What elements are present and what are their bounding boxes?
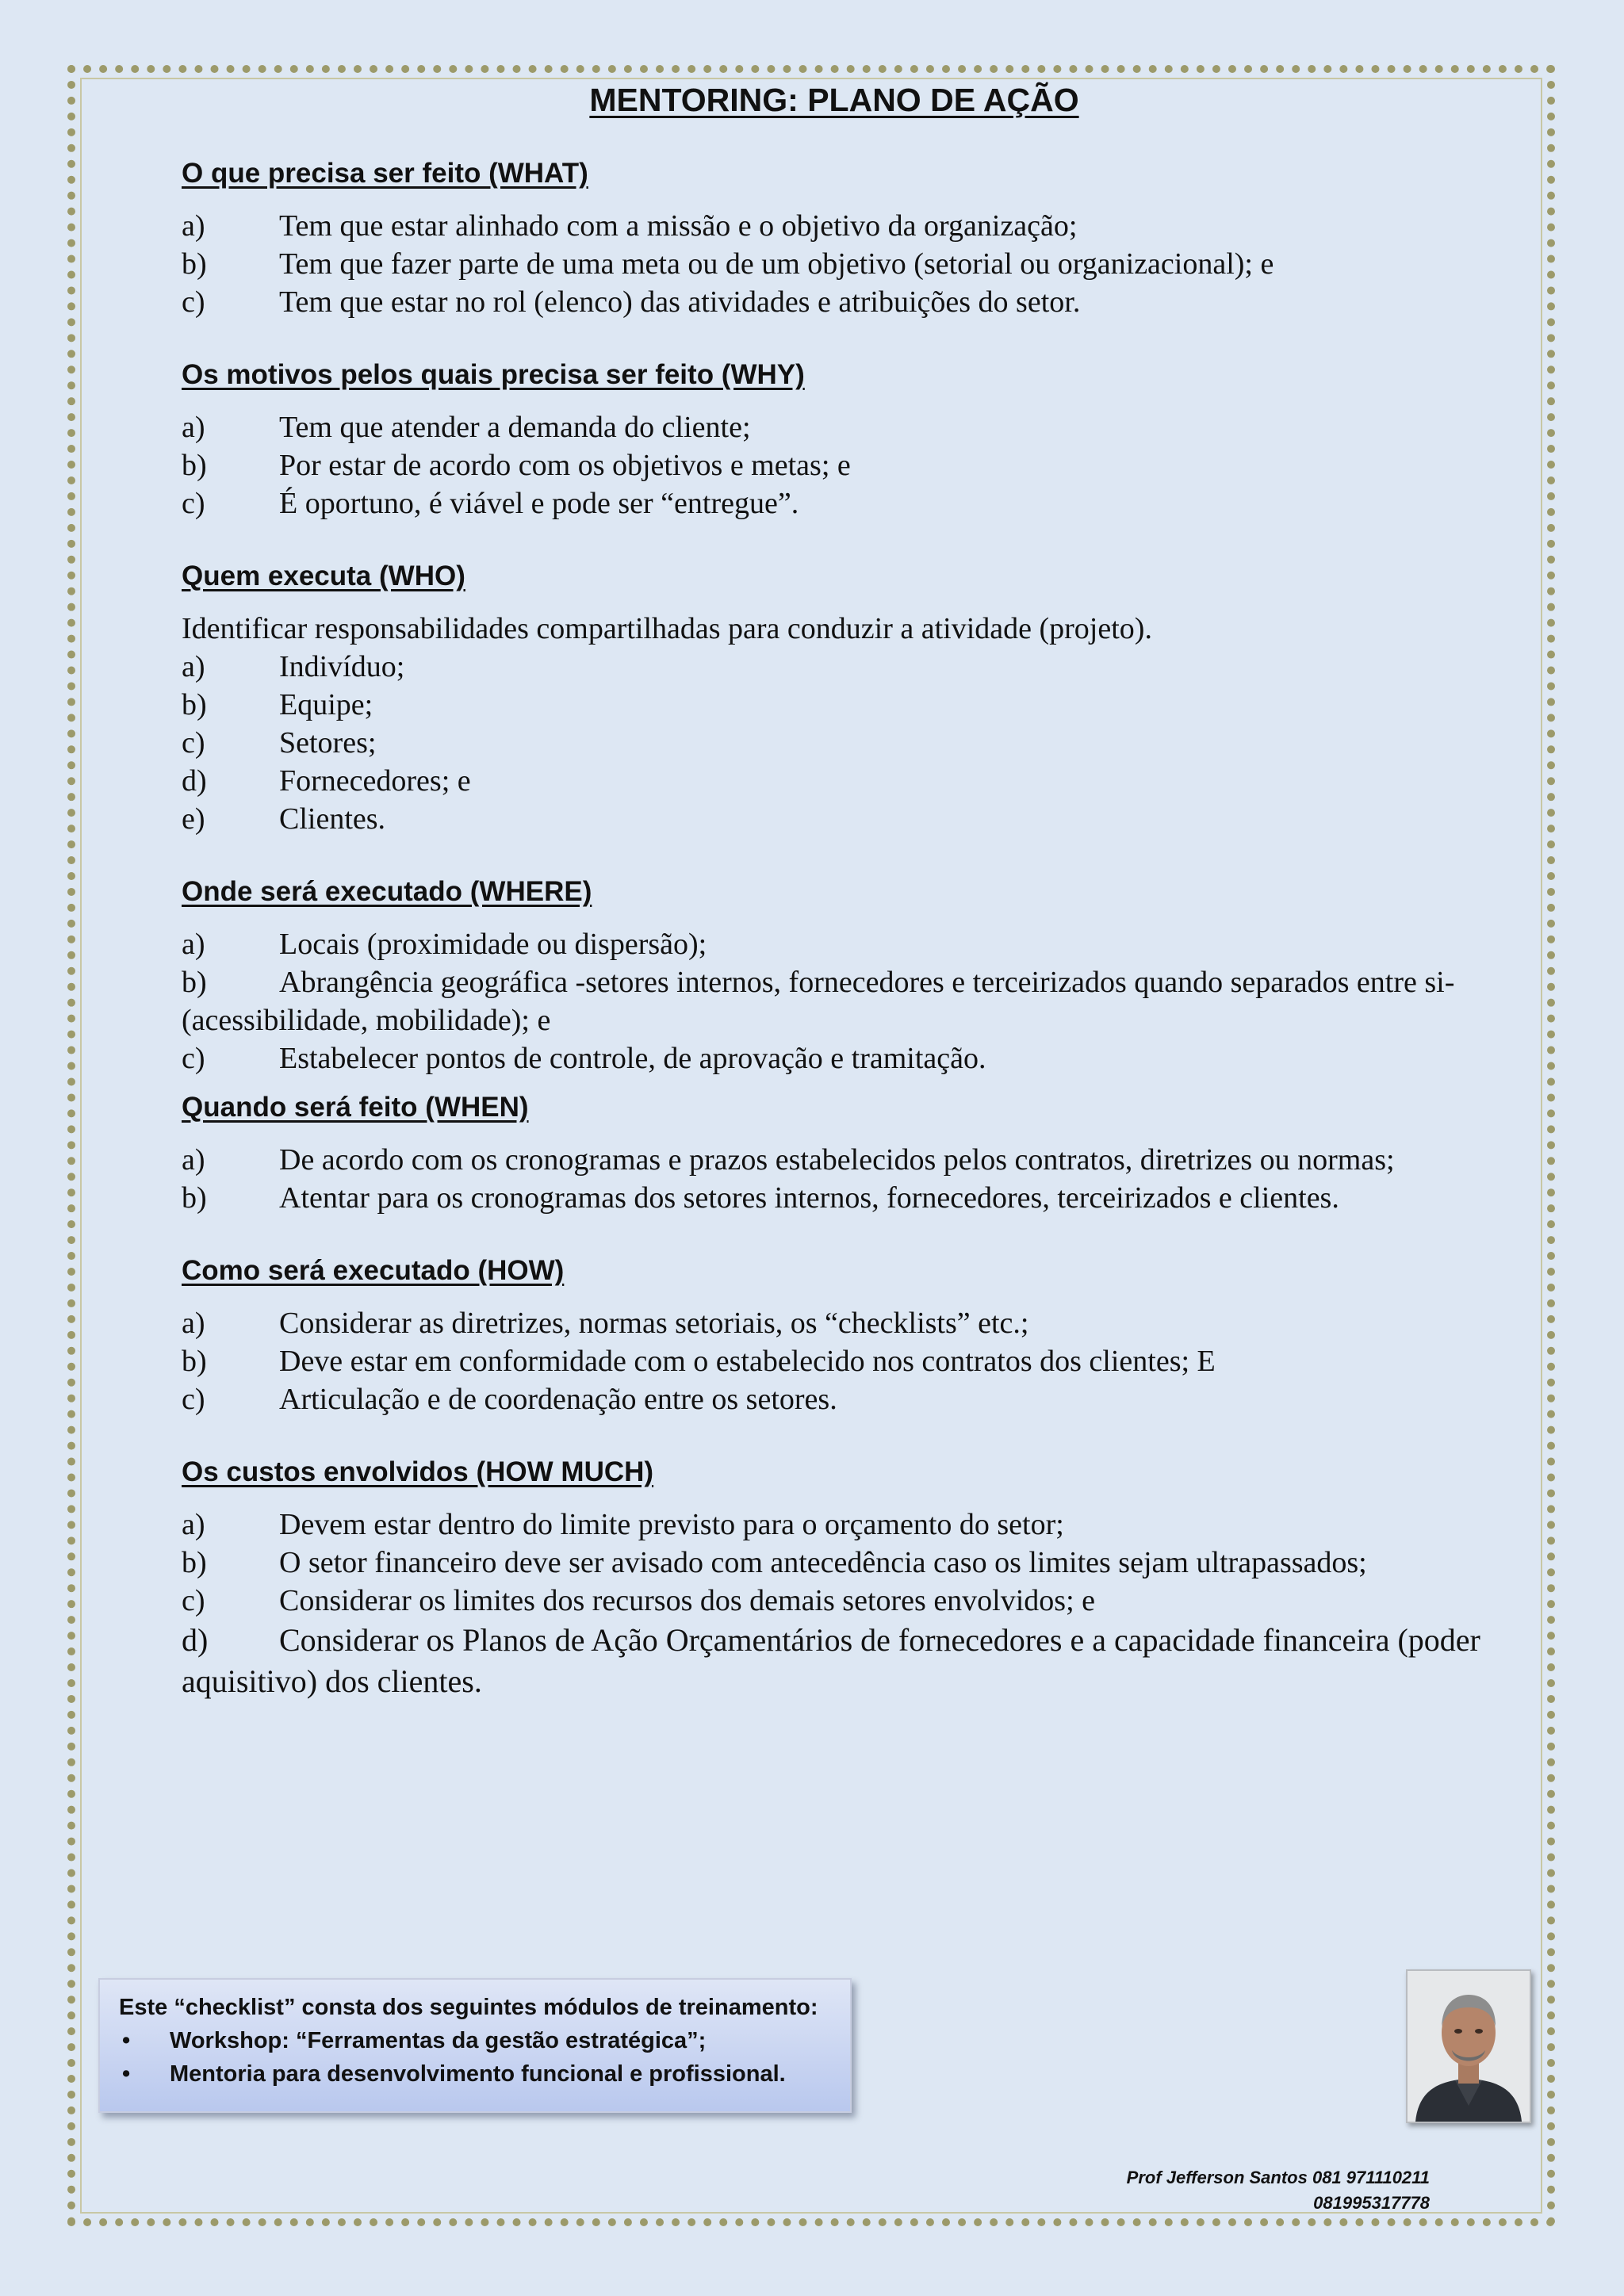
item-text: O setor financeiro deve ser avisado com antecedência caso os limites sejam ultrapassados; bbox=[279, 1546, 1367, 1579]
item-text: Equipe; bbox=[279, 688, 373, 721]
item-letter: d) bbox=[182, 1622, 209, 1658]
item-text: Devem estar dentro do limite previsto para o orçamento do setor; bbox=[279, 1508, 1064, 1541]
bullet-icon: • bbox=[122, 2028, 131, 2053]
section-how bbox=[182, 1252, 1482, 1418]
section-heading: O que precisa ser feito (WHAT) bbox=[182, 158, 588, 189]
item-text: De acordo com os cronogramas e prazos estabelecidos pelos contratos, diretrizes ou normas; bbox=[279, 1143, 1395, 1177]
module-item bbox=[119, 2024, 834, 2057]
contact-footer bbox=[1127, 2165, 1430, 2216]
item-letter: b) bbox=[182, 1546, 207, 1579]
item-text: Estabelecer pontos de controle, de aprovação e tramitação. bbox=[279, 1042, 986, 1075]
item-letter: a) bbox=[182, 1307, 205, 1340]
item-text: Articulação e de coordenação entre os setores. bbox=[279, 1383, 837, 1416]
list-item bbox=[182, 1304, 1482, 1342]
item-text: Locais (proximidade ou dispersão); bbox=[279, 928, 707, 961]
item-letter: b) bbox=[182, 449, 207, 482]
section-intro: Identificar responsabilidades compartilhadas para conduzir a atividade (projeto). bbox=[182, 612, 1152, 645]
section-heading: Como será executado (HOW) bbox=[182, 1255, 565, 1286]
item-letter: c) bbox=[182, 1383, 205, 1416]
item-text: Abrangência geográfica -setores internos, fornecedores e terceirizados quando separados entre si- (acessibilidade, mobilidade); e bbox=[182, 966, 1455, 1037]
section-heading: Os custos envolvidos (HOW MUCH) bbox=[182, 1456, 654, 1487]
document-body bbox=[182, 155, 1482, 1737]
list-item bbox=[182, 800, 1482, 838]
list-item bbox=[182, 1506, 1482, 1544]
section-heading: Quando será feito (WHEN) bbox=[182, 1092, 529, 1123]
list-item bbox=[182, 1380, 1482, 1418]
contact-phone: 081995317778 bbox=[1313, 2193, 1430, 2213]
item-letter: a) bbox=[182, 411, 205, 444]
item-letter: b) bbox=[182, 688, 207, 721]
item-letter: b) bbox=[182, 1181, 207, 1215]
item-letter: b) bbox=[182, 1345, 207, 1378]
item-letter: c) bbox=[182, 1584, 205, 1617]
item-text: Considerar os limites dos recursos dos demais setores envolvidos; e bbox=[279, 1584, 1096, 1617]
author-photo bbox=[1406, 1969, 1531, 2123]
list-item bbox=[182, 648, 1482, 686]
item-text: Tem que atender a demanda do cliente; bbox=[279, 411, 751, 444]
item-letter: c) bbox=[182, 487, 205, 520]
contact-line: Prof Jefferson Santos 081 971110211 bbox=[1126, 2168, 1430, 2187]
item-text: Setores; bbox=[279, 726, 377, 760]
item-letter: c) bbox=[182, 1042, 205, 1075]
module-text: Workshop: “Ferramentas da gestão estratégica”; bbox=[170, 2028, 707, 2053]
list-item bbox=[182, 484, 1482, 522]
section-heading: Os motivos pelos quais precisa ser feito (WHY) bbox=[182, 359, 805, 390]
bullet-icon: • bbox=[122, 2061, 131, 2087]
item-text: Atentar para os cronogramas dos setores internos, fornecedores, terceirizados e clientes. bbox=[279, 1181, 1339, 1215]
list-item bbox=[182, 283, 1482, 321]
item-text: Fornecedores; e bbox=[279, 764, 471, 798]
item-letter: b) bbox=[182, 966, 207, 999]
item-text: Indivíduo; bbox=[279, 650, 405, 683]
list-item bbox=[182, 1544, 1482, 1582]
item-text: Por estar de acordo com os objetivos e metas; e bbox=[279, 449, 851, 482]
list-item bbox=[182, 925, 1482, 963]
list-item bbox=[182, 1582, 1482, 1620]
section-when bbox=[182, 1089, 1482, 1217]
item-text: Tem que estar no rol (elenco) das atividades e atribuições do setor. bbox=[279, 285, 1081, 319]
list-item bbox=[182, 762, 1482, 800]
item-text: Deve estar em conformidade com o estabelecido nos contratos dos clientes; E bbox=[279, 1345, 1216, 1378]
list-item bbox=[182, 1141, 1482, 1179]
list-item bbox=[182, 408, 1482, 446]
item-text: Tem que estar alinhado com a missão e o objetivo da organização; bbox=[279, 209, 1078, 243]
item-letter: a) bbox=[182, 1508, 205, 1541]
section-why bbox=[182, 356, 1482, 522]
list-item bbox=[182, 724, 1482, 762]
list-item bbox=[182, 245, 1482, 283]
training-modules-box bbox=[98, 1978, 852, 2113]
item-letter: d) bbox=[182, 764, 207, 798]
section-what bbox=[182, 155, 1482, 321]
item-letter: a) bbox=[182, 650, 205, 683]
list-item bbox=[182, 1039, 1482, 1077]
item-letter: c) bbox=[182, 726, 205, 760]
list-item bbox=[182, 446, 1482, 484]
list-item bbox=[182, 686, 1482, 724]
module-item bbox=[119, 2057, 834, 2091]
section-heading: Quem executa (WHO) bbox=[182, 561, 465, 591]
list-item bbox=[182, 1620, 1482, 1702]
item-letter: c) bbox=[182, 285, 205, 319]
item-text: Tem que fazer parte de uma meta ou de um objetivo (setorial ou organizacional); e bbox=[279, 247, 1274, 281]
list-item bbox=[182, 1342, 1482, 1380]
list-item bbox=[182, 963, 1482, 1039]
item-text: Considerar as diretrizes, normas setoriais, os “checklists” etc.; bbox=[279, 1307, 1029, 1340]
section-who bbox=[182, 557, 1482, 838]
item-text: Considerar os Planos de Ação Orçamentários de fornecedores e a capacidade financeira (poder aquisitivo) dos clientes. bbox=[182, 1622, 1480, 1699]
portrait-image bbox=[1408, 1971, 1530, 2122]
item-text: É oportuno, é viável e pode ser “entregue”. bbox=[279, 487, 799, 520]
section-where bbox=[182, 873, 1482, 1077]
item-letter: a) bbox=[182, 1143, 205, 1177]
item-letter: e) bbox=[182, 802, 205, 836]
list-item bbox=[182, 207, 1482, 245]
module-text: Mentoria para desenvolvimento funcional e profissional. bbox=[170, 2061, 786, 2087]
page-title: MENTORING: PLANO DE AÇÃO bbox=[589, 82, 1079, 118]
section-heading: Onde será executado (WHERE) bbox=[182, 876, 592, 907]
item-text: Clientes. bbox=[279, 802, 386, 836]
section-how-much bbox=[182, 1453, 1482, 1702]
item-letter: a) bbox=[182, 928, 205, 961]
list-item bbox=[182, 1179, 1482, 1217]
item-letter: a) bbox=[182, 209, 205, 243]
modules-title: Este “checklist” consta dos seguintes módulos de treinamento: bbox=[119, 1995, 818, 2020]
item-letter: b) bbox=[182, 247, 207, 281]
